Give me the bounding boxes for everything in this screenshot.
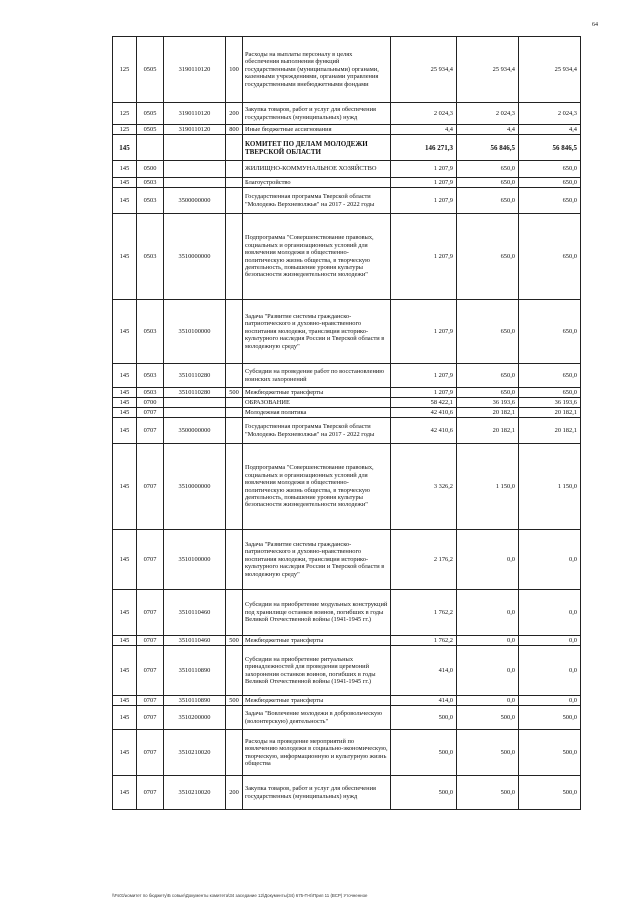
cell-amount-year3: 2 024,3: [519, 103, 581, 125]
table-row: [113, 388, 581, 398]
table-row: [113, 178, 581, 188]
cell-amount-year2: 650,0: [457, 178, 519, 188]
cell-amount-year3: 0,0: [519, 530, 581, 590]
cell-admin-code: 145: [113, 636, 137, 646]
cell-description: Межбюджетные трансферты: [243, 636, 391, 646]
cell-target-article: 3510110890: [164, 696, 226, 706]
cell-target-article: 3510100000: [164, 530, 226, 590]
cell-amount-year2: 500,0: [457, 730, 519, 776]
cell-amount-year2: 56 846,5: [457, 135, 519, 161]
cell-section-code: 0707: [137, 776, 164, 810]
cell-description: Расходы на выплаты персоналу в целях обеспечения выполнения функций государственными (муниципальными) органами, казенными учреждениями, органами управления государственными внебюджетными фондами: [243, 37, 391, 103]
cell-expense-type: [226, 398, 243, 408]
cell-amount-year1: 500,0: [391, 706, 457, 730]
table-row: [113, 706, 581, 730]
cell-description: КОМИТЕТ ПО ДЕЛАМ МОЛОДЕЖИ ТВЕРСКОЙ ОБЛАСТИ: [243, 135, 391, 161]
cell-description: Межбюджетные трансферты: [243, 696, 391, 706]
cell-description: Закупка товаров, работ и услуг для обеспечения государственных (муниципальных) нужд: [243, 103, 391, 125]
cell-description: Государственная программа Тверской области "Молодежь Верхневолжья" на 2017 - 2022 годы: [243, 418, 391, 444]
table-row: [113, 364, 581, 388]
cell-target-article: [164, 161, 226, 178]
footer-file-path: \\Fs01\комитет по бюджету\Б совые\Документы комитета\34 заседание 12\Документы(34) 675-П-6\Прил 11 (ВСР) Уточненное: [112, 893, 368, 898]
cell-section-code: 0707: [137, 408, 164, 418]
cell-amount-year3: 650,0: [519, 388, 581, 398]
table-row: [113, 125, 581, 135]
cell-section-code: 0707: [137, 646, 164, 696]
table-row: [113, 418, 581, 444]
cell-description: Задача "Вовлечение молодежи в добровольческую (волонтерскую) деятельность": [243, 706, 391, 730]
cell-amount-year1: 3 326,2: [391, 444, 457, 530]
cell-target-article: 3500000000: [164, 188, 226, 214]
cell-section-code: 0503: [137, 214, 164, 300]
cell-amount-year1: 1 207,9: [391, 178, 457, 188]
cell-target-article: 3510110460: [164, 590, 226, 636]
cell-amount-year2: 650,0: [457, 388, 519, 398]
table-body: [113, 37, 581, 810]
cell-amount-year1: 1 207,9: [391, 300, 457, 364]
cell-section-code: 0503: [137, 178, 164, 188]
cell-section-code: 0505: [137, 37, 164, 103]
cell-target-article: 3190110120: [164, 103, 226, 125]
cell-section-code: 0707: [137, 636, 164, 646]
cell-description: Благоустройство: [243, 178, 391, 188]
cell-section-code: 0500: [137, 161, 164, 178]
table-row: [113, 188, 581, 214]
cell-amount-year3: 20 182,1: [519, 418, 581, 444]
table-row: [113, 408, 581, 418]
cell-amount-year1: 500,0: [391, 730, 457, 776]
cell-description: Субсидии на приобретение модульных конструкций под хранилище останков воинов, погибших в годы Великой Отечественной войны (1941-1945 гг.): [243, 590, 391, 636]
cell-expense-type: [226, 646, 243, 696]
table-row: [113, 135, 581, 161]
cell-expense-type: [226, 408, 243, 418]
cell-expense-type: [226, 178, 243, 188]
cell-amount-year3: 0,0: [519, 646, 581, 696]
cell-section-code: 0707: [137, 590, 164, 636]
cell-section-code: 0707: [137, 444, 164, 530]
cell-amount-year1: 58 422,1: [391, 398, 457, 408]
cell-expense-type: [226, 444, 243, 530]
cell-admin-code: 145: [113, 135, 137, 161]
cell-description: Субсидии на проведение работ по восстановлению воинских захоронений: [243, 364, 391, 388]
cell-admin-code: 125: [113, 125, 137, 135]
cell-amount-year2: 650,0: [457, 188, 519, 214]
cell-target-article: 3510110460: [164, 636, 226, 646]
cell-amount-year3: 25 934,4: [519, 37, 581, 103]
cell-amount-year3: 650,0: [519, 364, 581, 388]
cell-amount-year1: 1 207,9: [391, 161, 457, 178]
cell-description: Закупка товаров, работ и услуг для обеспечения государственных (муниципальных) нужд: [243, 776, 391, 810]
cell-target-article: [164, 178, 226, 188]
table-row: [113, 776, 581, 810]
cell-expense-type: 200: [226, 776, 243, 810]
cell-amount-year2: 4,4: [457, 125, 519, 135]
cell-amount-year3: 650,0: [519, 178, 581, 188]
cell-amount-year1: 25 934,4: [391, 37, 457, 103]
cell-amount-year1: 146 271,3: [391, 135, 457, 161]
cell-amount-year2: 25 934,4: [457, 37, 519, 103]
cell-expense-type: [226, 135, 243, 161]
cell-expense-type: [226, 188, 243, 214]
cell-amount-year1: 1 207,9: [391, 364, 457, 388]
cell-expense-type: [226, 418, 243, 444]
cell-admin-code: 125: [113, 103, 137, 125]
cell-description: Расходы на проведение мероприятий по вовлечению молодежи в социально-экономическую, творческую, информационную и культурную жизнь общества: [243, 730, 391, 776]
table-row: [113, 103, 581, 125]
cell-admin-code: 125: [113, 37, 137, 103]
cell-admin-code: 145: [113, 530, 137, 590]
cell-section-code: [137, 135, 164, 161]
cell-amount-year2: 0,0: [457, 646, 519, 696]
cell-amount-year3: 650,0: [519, 161, 581, 178]
cell-description: ОБРАЗОВАНИЕ: [243, 398, 391, 408]
cell-amount-year2: 0,0: [457, 590, 519, 636]
cell-amount-year2: 650,0: [457, 300, 519, 364]
cell-admin-code: 145: [113, 706, 137, 730]
cell-target-article: 3190110120: [164, 125, 226, 135]
cell-amount-year1: 1 207,9: [391, 188, 457, 214]
table-row: [113, 636, 581, 646]
table-row: [113, 214, 581, 300]
cell-section-code: 0700: [137, 398, 164, 408]
cell-description: Межбюджетные трансферты: [243, 388, 391, 398]
cell-expense-type: 500: [226, 696, 243, 706]
cell-amount-year2: 2 024,3: [457, 103, 519, 125]
table-row: [113, 161, 581, 178]
cell-target-article: 3510100000: [164, 300, 226, 364]
cell-amount-year1: 2 176,2: [391, 530, 457, 590]
cell-expense-type: 500: [226, 636, 243, 646]
cell-admin-code: 145: [113, 590, 137, 636]
cell-amount-year3: 0,0: [519, 696, 581, 706]
cell-admin-code: 145: [113, 214, 137, 300]
cell-amount-year1: 4,4: [391, 125, 457, 135]
cell-admin-code: 145: [113, 444, 137, 530]
table-row: [113, 37, 581, 103]
cell-amount-year1: 42 410,6: [391, 408, 457, 418]
table-row: [113, 530, 581, 590]
cell-amount-year3: 500,0: [519, 706, 581, 730]
cell-amount-year2: 0,0: [457, 636, 519, 646]
cell-expense-type: 500: [226, 388, 243, 398]
page-number: 64: [592, 22, 598, 28]
cell-expense-type: [226, 161, 243, 178]
cell-admin-code: 145: [113, 178, 137, 188]
cell-admin-code: 145: [113, 408, 137, 418]
cell-amount-year2: 650,0: [457, 364, 519, 388]
cell-description: Иные бюджетные ассигнования: [243, 125, 391, 135]
cell-target-article: 3510200000: [164, 706, 226, 730]
cell-amount-year1: 1 207,9: [391, 214, 457, 300]
cell-description: Государственная программа Тверской области "Молодежь Верхневолжья" на 2017 - 2022 годы: [243, 188, 391, 214]
cell-expense-type: 800: [226, 125, 243, 135]
cell-section-code: 0503: [137, 364, 164, 388]
cell-description: Задача "Развитие системы гражданско-патриотического и духовно-нравственного воспитания молодежи, трансляция историко-культурного наследия России и Тверской области в молодежную среду": [243, 300, 391, 364]
cell-target-article: 3510110890: [164, 646, 226, 696]
cell-amount-year2: 500,0: [457, 776, 519, 810]
cell-section-code: 0505: [137, 103, 164, 125]
cell-expense-type: [226, 530, 243, 590]
cell-amount-year3: 56 846,5: [519, 135, 581, 161]
cell-target-article: 3190110120: [164, 37, 226, 103]
cell-amount-year2: 36 193,6: [457, 398, 519, 408]
cell-target-article: 3510210020: [164, 730, 226, 776]
cell-amount-year1: 414,0: [391, 646, 457, 696]
cell-amount-year3: 650,0: [519, 188, 581, 214]
cell-target-article: 3510000000: [164, 214, 226, 300]
cell-expense-type: [226, 214, 243, 300]
cell-section-code: 0707: [137, 706, 164, 730]
cell-description: ЖИЛИЩНО-КОММУНАЛЬНОЕ ХОЗЯЙСТВО: [243, 161, 391, 178]
cell-description: Подпрограмма "Совершенствование правовых, социальных и организационных условий для вовлечения молодежи в общественно-политическую жизнь общества, в творческую деятельность, повышение уровня культуры безопасности жизнедеятельности молодежи": [243, 444, 391, 530]
table-row: [113, 590, 581, 636]
cell-amount-year1: 500,0: [391, 776, 457, 810]
cell-section-code: 0503: [137, 300, 164, 364]
table-row: [113, 300, 581, 364]
cell-amount-year3: 0,0: [519, 636, 581, 646]
cell-expense-type: [226, 706, 243, 730]
cell-section-code: 0707: [137, 418, 164, 444]
cell-amount-year1: 42 410,6: [391, 418, 457, 444]
cell-section-code: 0707: [137, 696, 164, 706]
cell-description: Субсидии на приобретение ритуальных принадлежностей для проведения церемоний захоронения останков воинов, погибших в годы Великой Отечественной войны (1941-1945 гг.): [243, 646, 391, 696]
cell-amount-year2: 500,0: [457, 706, 519, 730]
cell-section-code: 0707: [137, 530, 164, 590]
cell-amount-year3: 4,4: [519, 125, 581, 135]
cell-amount-year1: 414,0: [391, 696, 457, 706]
cell-amount-year3: 650,0: [519, 214, 581, 300]
cell-expense-type: [226, 730, 243, 776]
cell-admin-code: 145: [113, 161, 137, 178]
cell-amount-year2: 650,0: [457, 161, 519, 178]
cell-description: Подпрограмма "Совершенствование правовых, социальных и организационных условий для вовлечения молодежи в общественно-политическую жизнь общества, в творческую деятельность, повышение уровня культуры безопасности жизнедеятельности молодежи": [243, 214, 391, 300]
cell-admin-code: 145: [113, 646, 137, 696]
cell-amount-year3: 36 193,6: [519, 398, 581, 408]
cell-amount-year3: 20 182,1: [519, 408, 581, 418]
cell-admin-code: 145: [113, 418, 137, 444]
cell-admin-code: 145: [113, 696, 137, 706]
cell-target-article: 3500000000: [164, 418, 226, 444]
cell-target-article: [164, 408, 226, 418]
cell-target-article: [164, 135, 226, 161]
cell-amount-year1: 1 762,2: [391, 590, 457, 636]
cell-amount-year2: 20 182,1: [457, 418, 519, 444]
cell-amount-year2: 650,0: [457, 214, 519, 300]
cell-target-article: 3510000000: [164, 444, 226, 530]
table-row: [113, 398, 581, 408]
cell-target-article: 3510210020: [164, 776, 226, 810]
cell-admin-code: 145: [113, 776, 137, 810]
cell-amount-year2: 1 150,0: [457, 444, 519, 530]
cell-amount-year2: 0,0: [457, 530, 519, 590]
cell-amount-year1: 1 762,2: [391, 636, 457, 646]
cell-target-article: 3510110280: [164, 388, 226, 398]
cell-description: Задача "Развитие системы гражданско-патриотического и духовно-нравственного воспитания молодежи, трансляция историко-культурного наследия России и Тверской области в молодежную среду": [243, 530, 391, 590]
cell-amount-year3: 0,0: [519, 590, 581, 636]
cell-amount-year3: 1 150,0: [519, 444, 581, 530]
cell-expense-type: 100: [226, 37, 243, 103]
cell-admin-code: 145: [113, 364, 137, 388]
table-row: [113, 696, 581, 706]
cell-description: Молодежная политика: [243, 408, 391, 418]
cell-amount-year2: 20 182,1: [457, 408, 519, 418]
cell-admin-code: 145: [113, 388, 137, 398]
cell-target-article: 3510110280: [164, 364, 226, 388]
cell-expense-type: [226, 364, 243, 388]
budget-table: [112, 36, 581, 810]
cell-admin-code: 145: [113, 398, 137, 408]
cell-amount-year3: 650,0: [519, 300, 581, 364]
cell-section-code: 0503: [137, 188, 164, 214]
cell-admin-code: 145: [113, 730, 137, 776]
cell-expense-type: [226, 300, 243, 364]
table-row: [113, 646, 581, 696]
cell-amount-year3: 500,0: [519, 776, 581, 810]
cell-section-code: 0505: [137, 125, 164, 135]
cell-amount-year1: 1 207,9: [391, 388, 457, 398]
cell-amount-year1: 2 024,3: [391, 103, 457, 125]
cell-target-article: [164, 398, 226, 408]
cell-amount-year2: 0,0: [457, 696, 519, 706]
cell-section-code: 0503: [137, 388, 164, 398]
table-row: [113, 444, 581, 530]
cell-admin-code: 145: [113, 300, 137, 364]
cell-section-code: 0707: [137, 730, 164, 776]
cell-amount-year3: 500,0: [519, 730, 581, 776]
cell-expense-type: 200: [226, 103, 243, 125]
table-row: [113, 730, 581, 776]
cell-admin-code: 145: [113, 188, 137, 214]
cell-expense-type: [226, 590, 243, 636]
